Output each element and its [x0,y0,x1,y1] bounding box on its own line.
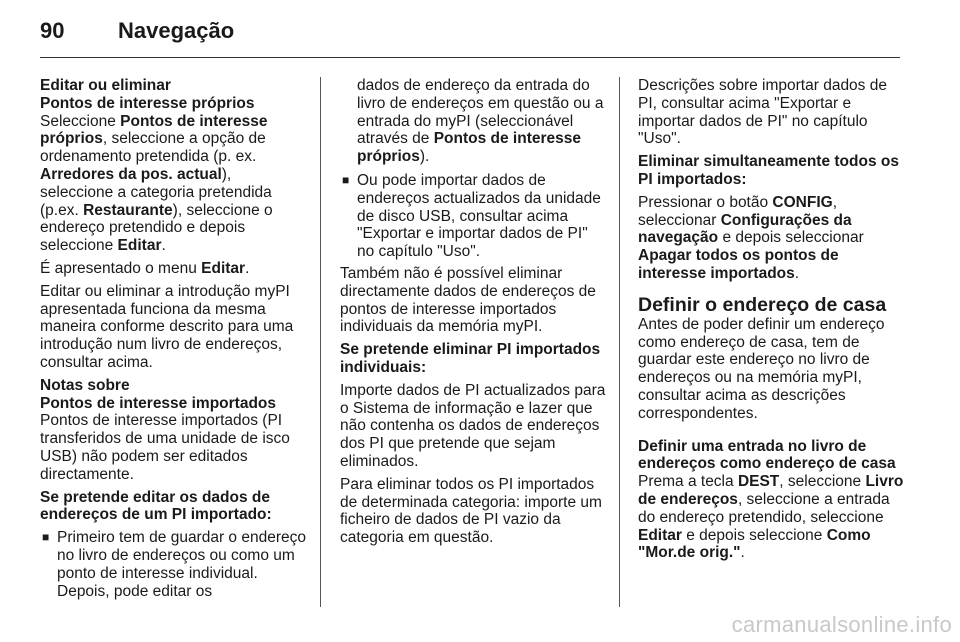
column-divider-2 [619,77,620,607]
paragraph-import-updated: Importe dados de PI actualizados para o Sistema de informação e lazer que não contenha os dados de endereços dos PI que pretende que sejam eliminados. [340,381,606,470]
heading-imported-poi: Pontos de interesse importados [40,394,276,412]
paragraph-edit-menu: É apresentado o menu Editar. [40,259,250,277]
paragraph-dest: Prema a tecla DEST, seleccione Livro de endereços, seleccione a entrada do endereço pretendido, seleccione Editar e depois seleccione Como "Mor.de orig.". [638,473,904,562]
paragraph-imported-poi: Pontos de interesse importados (PI transferidos de uma unidade de isco USB) não podem ser editados directamente. [40,412,290,483]
column-divider-1 [320,77,321,607]
heading-delete-imported: Se pretende eliminar PI importados individuais: [340,341,601,376]
heading-own-poi: Pontos de interesse próprios [40,94,255,112]
section-heading-home-address: Definir o endereço de casa [638,293,887,316]
heading-edit-delete: Editar ou eliminar [40,77,171,94]
heading-notes: Notas sobre [40,376,130,394]
column-1 [40,77,306,604]
paragraph-select-poi: Seleccione Pontos de interesse próprios, seleccione a opção de ordenamento pretendida (p. ex. Arredores da pos. actual), seleccione a categoria pretendida (p.ex. Restaurante), seleccione o endereço pretendido e depois seleccione Editar. [40,112,273,255]
column-3 [638,77,904,567]
heading-delete-all: Eliminar simultaneamente todos os PI importados: [638,153,899,188]
bullet-square-icon: ■ [342,172,350,187]
bullet-item: ■ Primeiro tem de guardar o endereço no livro de endereços ou como um ponto de interesse individual. Depois, pode editar os [42,529,306,600]
paragraph-home-address: Antes de poder definir um endereço como endereço de casa, tem de guardar este endereço no livro de endereços ou na memória myPI, consultar acima as descrições correspondentes. [638,315,885,422]
watermark: carmanualsonline.info [731,612,952,637]
paragraph-edit-mypi: Editar ou eliminar a introdução myPI apresentada funciona da mesma maneira conforme descrito para uma introdução num livro de endereços, consultar acima. [40,282,294,371]
bullet-continuation: dados de endereço da entrada do livro de endereços em questão ou a entrada do myPI (seleccionável através de Pontos de interesse próprios). [357,77,604,166]
section-title: Navegação [118,18,235,43]
header-rule [40,57,900,58]
bullet-square-icon: ■ [42,530,50,545]
paragraph-config: Pressionar o botão CONFIG, seleccionar Configurações da navegação e depois seleccionar Apagar todos os pontos de interesse importados. [638,193,864,282]
page-number: 90 [40,18,65,43]
page-header [40,14,900,48]
heading-edit-imported: Se pretende editar os dados de endereços de um PI importado: [40,488,272,524]
paragraph-import-descriptions: Descrições sobre importar dados de PI, consultar acima "Exportar e importar dados de PI" no capítulo "Uso". [638,77,887,148]
heading-address-book-home: Definir uma entrada no livro de endereços como endereço de casa [638,437,896,473]
column-2 [340,77,606,552]
paragraph-delete-category: Para eliminar todos os PI importados de determinada categoria: importe um ficheiro de dados de PI vazio da categoria em questão. [340,475,602,547]
paragraph-cannot-delete: Também não é possível eliminar directamente dados de endereços de pontos de interesse importados individuais da memória myPI. [340,264,596,336]
bullet-item: ■ Ou pode importar dados de endereços actualizados da unidade de disco USB, consultar acima "Exportar e importar dados de PI" no capítulo "Uso". [342,171,601,261]
